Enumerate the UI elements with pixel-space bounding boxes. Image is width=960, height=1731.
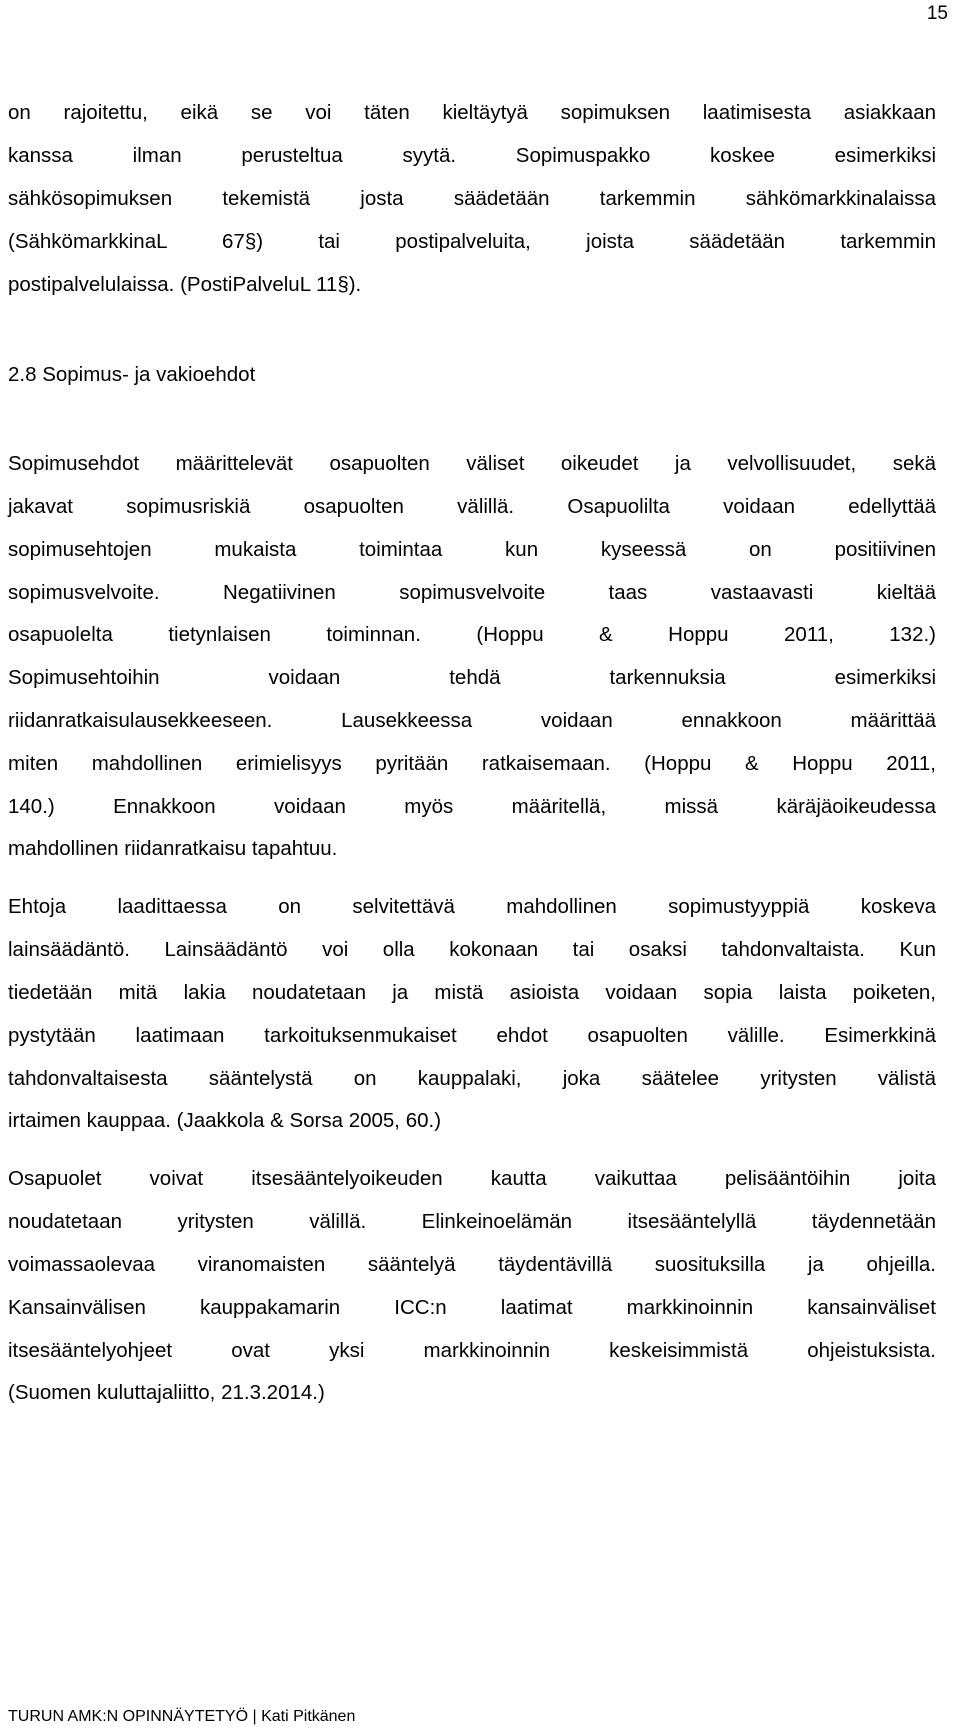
section-heading: 2.8 Sopimus- ja vakioehdot (8, 363, 256, 386)
text-line: Sopimusehtoihin voidaan tehdä tarkennuksia esimerkiksi (8, 666, 936, 689)
text-line: voimassaolevaa viranomaisten sääntelyä täydentävillä suosituksilla ja ohjeilla. (8, 1253, 936, 1276)
text-line: Kansainvälisen kauppakamarin ICC:n laatimat markkinoinnin kansainväliset (8, 1296, 936, 1319)
page-number: 15 (926, 3, 948, 24)
text-line: tahdonvaltaisesta sääntelystä on kauppalaki, joka säätelee yritysten välistä (8, 1067, 936, 1090)
page-footer: TURUN AMK:N OPINNÄYTETYÖ | Kati Pitkänen (8, 1708, 356, 1725)
text-line: osapuolelta tietynlaisen toiminnan. (Hoppu & Hoppu 2011, 132.) (8, 623, 936, 646)
text-line: pystytään laatimaan tarkoituksenmukaiset ehdot osapuolten välille. Esimerkkinä (8, 1024, 936, 1047)
text-line: sopimusvelvoite. Negatiivinen sopimusvelvoite taas vastaavasti kieltää (8, 581, 936, 604)
text-line: (SähkömarkkinaL 67§) tai postipalveluita, joista säädetään tarkemmin (8, 230, 936, 253)
text-line: miten mahdollinen erimielisyys pyritään ratkaisemaan. (Hoppu & Hoppu 2011, (8, 752, 936, 775)
text-line: riidanratkaisulausekkeeseen. Lausekkeessa voidaan ennakkoon määrittää (8, 709, 936, 732)
text-line: jakavat sopimusriskiä osapuolten välillä. Osapuolilta voidaan edellyttää (8, 495, 936, 518)
text-line: Sopimusehdot määrittelevät osapuolten väliset oikeudet ja velvollisuudet, sekä (8, 452, 936, 475)
text-line: sopimusehtojen mukaista toimintaa kun kyseessä on positiivinen (8, 538, 936, 561)
text-line: on rajoitettu, eikä se voi täten kieltäytyä sopimuksen laatimisesta asiakkaan (8, 101, 936, 124)
text-line: Ehtoja laadittaessa on selvitettävä mahdollinen sopimustyyppiä koskeva (8, 895, 936, 918)
text-line: (Suomen kuluttajaliitto, 21.3.2014.) (8, 1381, 325, 1404)
text-line: itsesääntelyohjeet ovat yksi markkinoinnin keskeisimmistä ohjeistuksista. (8, 1339, 936, 1362)
text-line: lainsäädäntö. Lainsäädäntö voi olla kokonaan tai osaksi tahdonvaltaista. Kun (8, 938, 936, 961)
text-line: tiedetään mitä lakia noudatetaan ja mistä asioista voidaan sopia laista poiketen, (8, 981, 936, 1004)
text-line: postipalvelulaissa. (PostiPalveluL 11§). (8, 273, 362, 296)
text-line: noudatetaan yritysten välillä. Elinkeinoelämän itsesääntelyllä täydennetään (8, 1210, 936, 1233)
text-line: kanssa ilman perusteltua syytä. Sopimuspakko koskee esimerkiksi (8, 144, 936, 167)
text-line: 140.) Ennakkoon voidaan myös määritellä, missä käräjäoikeudessa (8, 795, 936, 818)
text-line: sähkösopimuksen tekemistä josta säädetään tarkemmin sähkömarkkinalaissa (8, 187, 936, 210)
text-line: mahdollinen riidanratkaisu tapahtuu. (8, 837, 338, 860)
text-line: Osapuolet voivat itsesääntelyoikeuden kautta vaikuttaa pelisääntöihin joita (8, 1167, 936, 1190)
text-line: irtaimen kauppaa. (Jaakkola & Sorsa 2005, 60.) (8, 1109, 442, 1132)
